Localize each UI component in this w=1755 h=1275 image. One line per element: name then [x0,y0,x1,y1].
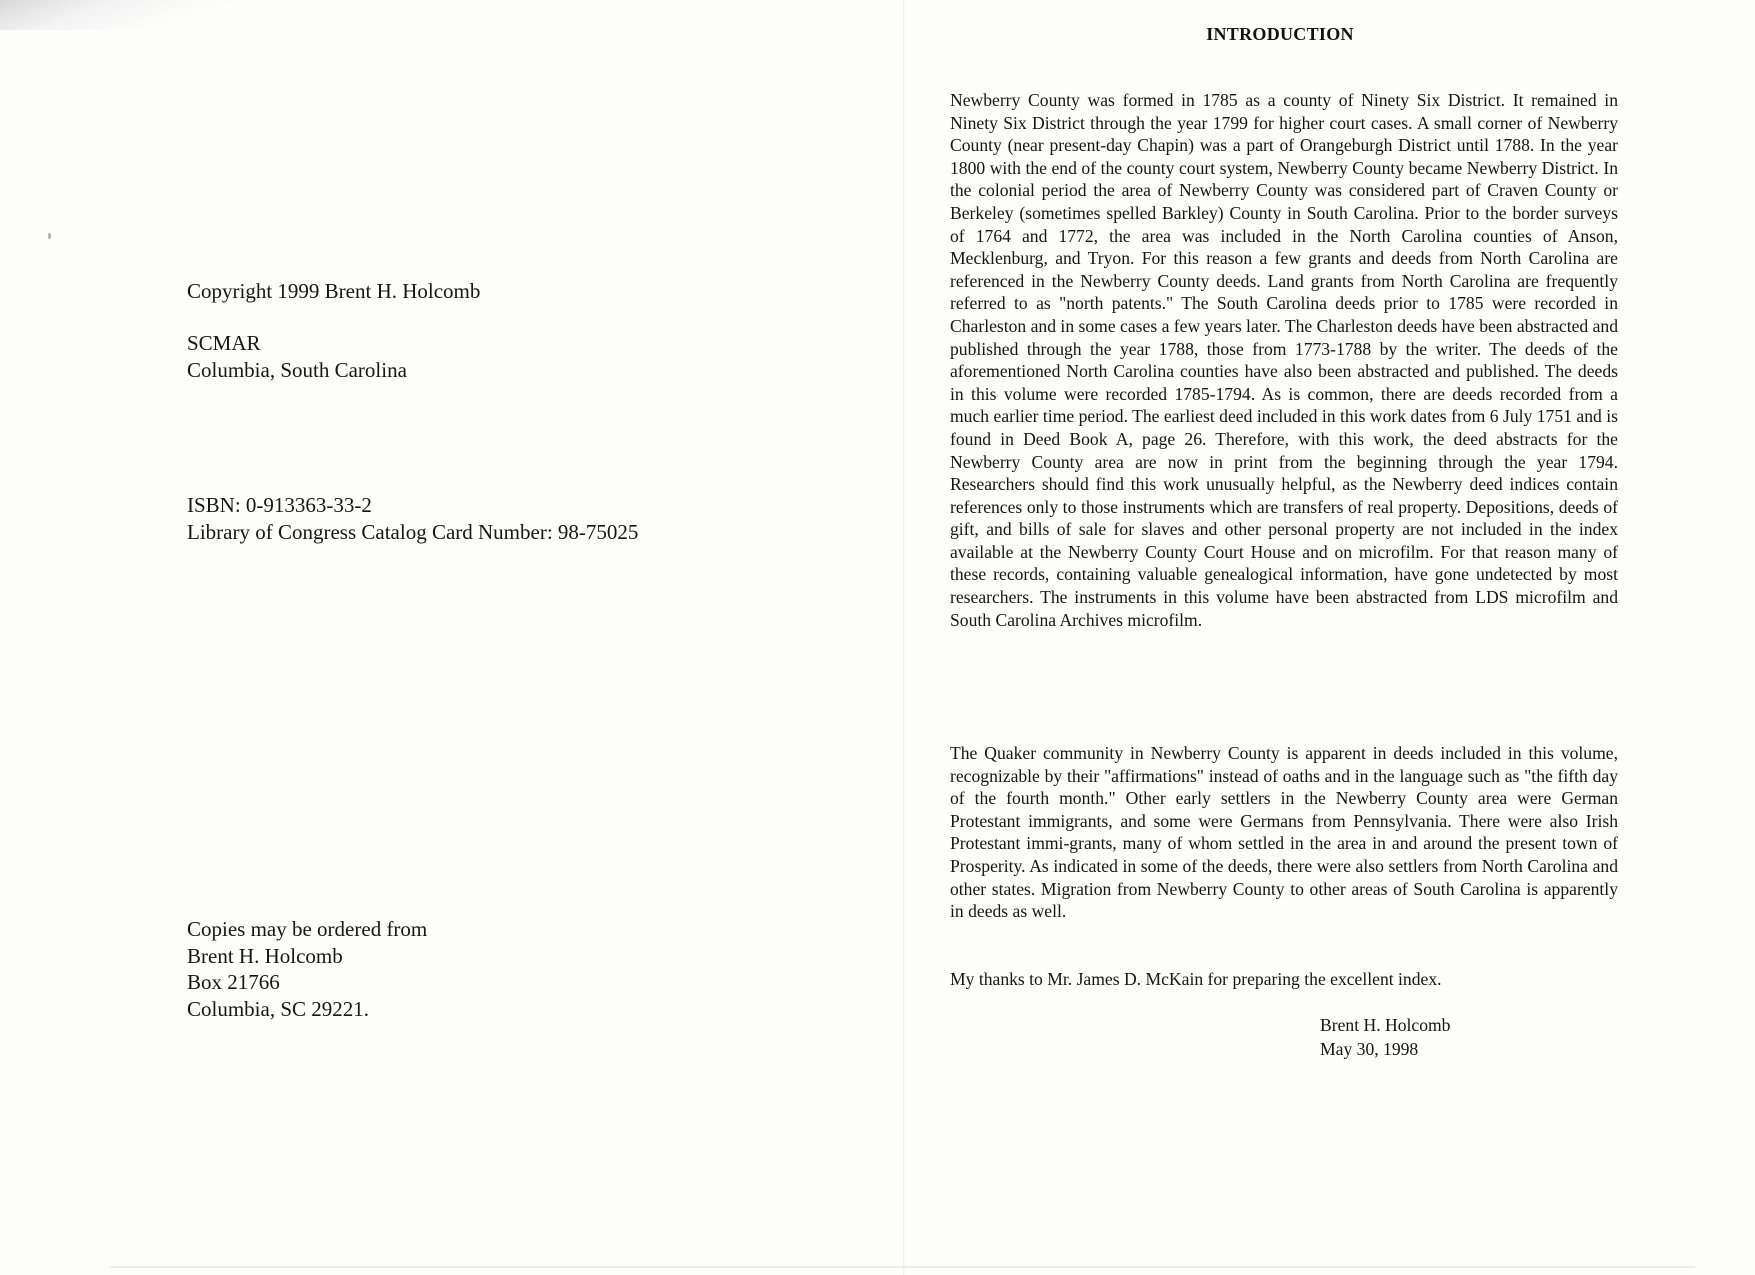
order-line-2: Brent H. Holcomb [187,943,343,968]
publisher-name: SCMAR [187,331,261,355]
page-bottom-edge [110,1266,1695,1268]
author-name: Brent H. Holcomb [1320,1015,1451,1035]
page-title: INTRODUCTION [1206,24,1354,44]
intro-paragraph: My thanks to Mr. James D. McKain for preparing the excellent index. [950,969,1442,989]
catalog-info [187,492,638,545]
signature-date: May 30, 1998 [1320,1039,1419,1059]
isbn-line: ISBN: 0-913363-33-2 [187,493,372,517]
publisher-location: Columbia, South Carolina [187,357,407,382]
book-gutter [903,0,905,1275]
intro-paragraph: Newberry County was formed in 1785 as a county of Ninety Six District. It remained in Ninety Six District through the year 1799 for higher court cases. A small corner of Newberry County (near present-day Chapin) was a part of Orangeburgh District until 1788. In the year 1800 with the end of the county court system, Newberry County became Newberry District. In the colonial period the area of Newberry County was considered part of Craven County or Berkeley (sometimes spelled Barkley) County in South Carolina. Prior to the border surveys of 1764 and 1772, the area was included in the North Carolina counties of Anson, Mecklenburg, and Tryon. For this reason a few grants and deeds from North Carolina are referenced in the Newberry County deeds. Land grants from North Carolina are frequently referred to as "north patents." The South Carolina deeds prior to 1785 were recorded in Charleston and in some cases a few years later. The Charleston deeds have been abstracted and published through the year 1788, those from 1773-1788 by the writer. The deeds of the aforementioned North Carolina counties have also been abstracted and published. The deeds in this volume were recorded 1785-1794. As is common, there are deeds recorded from a much earlier time period. The earliest deed included in this work dates from 6 July 1751 and is found in Deed Book A, page 26. Therefore, with this work, the deed abstracts for the Newberry County area are now in print from the beginning through the year 1794. Researchers should find this work unusually helpful, as the Newberry deed indices contain references only to those instruments which are transfers of real property. Depositions, deeds of gift, and bills of sale for slaves and other personal property are not included in the index available at the Newberry County Court House and on microfilm. For that reason many of these records, containing valuable genealogical information, have gone undetected by most researchers. The instruments in this volume have been abstracted from LDS microfilm and South Carolina Archives microfilm. [950,90,1618,630]
paper-speck [48,233,51,239]
copyright-line: Copyright 1999 Brent H. Holcomb [187,279,481,303]
signature-block [1320,1013,1450,1061]
order-line-4: Columbia, SC 29221. [187,996,370,1021]
order-info [187,916,427,1022]
lccn-line: Library of Congress Catalog Card Number: 98-75025 [187,519,639,544]
page-corner-shadow [0,0,260,30]
copyright-notice [187,278,480,305]
intro-paragraph: The Quaker community in Newberry County is apparent in deeds included in this volume, recognizable by their "affirmations" instead of oaths and in the language such as "the fifth day of the fourth month." Other early settlers in the Newberry County area were German Protestant immigrants, and some were Germans from Pennsylvania. There were also Irish Protestant immi-grants, many of whom settled in the area in and around the present town of Prosperity. As indicated in some of the deeds, there were also settlers from North Carolina and other states. Migration from Newberry County to other areas of South Carolina is apparently in deeds as well. [950,743,1618,922]
publisher-block [187,330,407,383]
order-line-1: Copies may be ordered from [187,917,428,941]
order-line-3: Box 21766 [187,970,280,994]
